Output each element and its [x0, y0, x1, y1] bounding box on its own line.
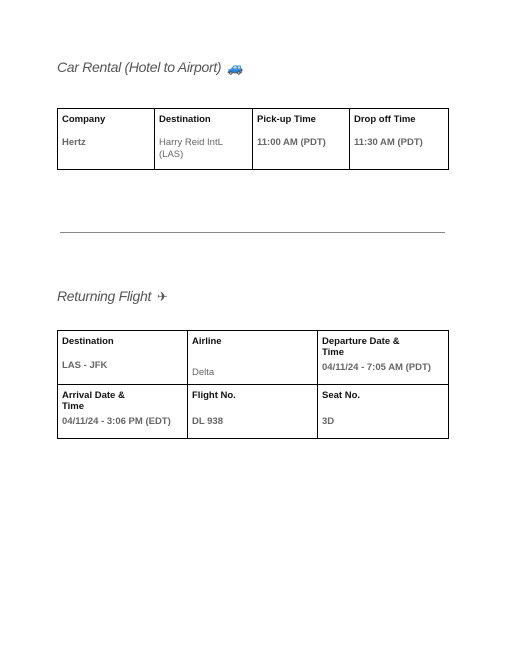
departure-cell — [318, 331, 449, 385]
arrival-cell — [58, 385, 188, 439]
departure-header: Departure Date & Time — [322, 336, 400, 358]
airplane-icon: ✈ — [157, 289, 168, 304]
destination-header: Destination — [159, 114, 211, 125]
car-rental-heading — [57, 59, 243, 76]
airline-header: Airline — [192, 336, 222, 347]
departure-value: 04/11/24 - 7:05 AM (PDT) — [322, 362, 431, 373]
table-row — [58, 109, 449, 170]
company-value: Hertz — [62, 137, 86, 148]
dropoff-value: 11:30 AM (PDT) — [354, 137, 423, 148]
car-rental-table — [57, 108, 449, 170]
flight-no-header: Flight No. — [192, 390, 236, 401]
flight-destination-value: LAS - JFK — [62, 360, 108, 371]
flight-no-value: DL 938 — [192, 416, 223, 427]
destination-value: Harry Reid IntL (LAS) — [159, 137, 223, 160]
arrival-header: Arrival Date & Time — [62, 390, 125, 412]
returning-flight-heading — [57, 288, 168, 305]
dropoff-cell — [350, 109, 449, 170]
airline-cell — [188, 331, 318, 385]
pickup-header: Pick-up Time — [257, 114, 316, 125]
flight-destination-cell — [58, 331, 188, 385]
company-cell — [58, 109, 155, 170]
table-row — [58, 331, 449, 385]
returning-flight-table — [57, 330, 449, 439]
flight-no-cell — [188, 385, 318, 439]
airline-value: Delta — [192, 367, 215, 378]
seat-no-cell — [318, 385, 449, 439]
returning-flight-title: Returning Flight — [57, 288, 152, 304]
horizontal-divider — [60, 232, 445, 233]
destination-cell — [155, 109, 253, 170]
table-row — [58, 385, 449, 439]
seat-no-header: Seat No. — [322, 390, 361, 401]
dropoff-header: Drop off Time — [354, 114, 416, 125]
car-icon: 🚙 — [227, 60, 244, 75]
company-header: Company — [62, 114, 106, 125]
arrival-value: 04/11/24 - 3:06 PM (EDT) — [62, 416, 171, 427]
pickup-value: 11:00 AM (PDT) — [257, 137, 326, 148]
flight-destination-header: Destination — [62, 336, 114, 347]
car-rental-title: Car Rental (Hotel to Airport) — [57, 59, 222, 75]
pickup-cell — [253, 109, 350, 170]
seat-no-value: 3D — [322, 416, 335, 427]
